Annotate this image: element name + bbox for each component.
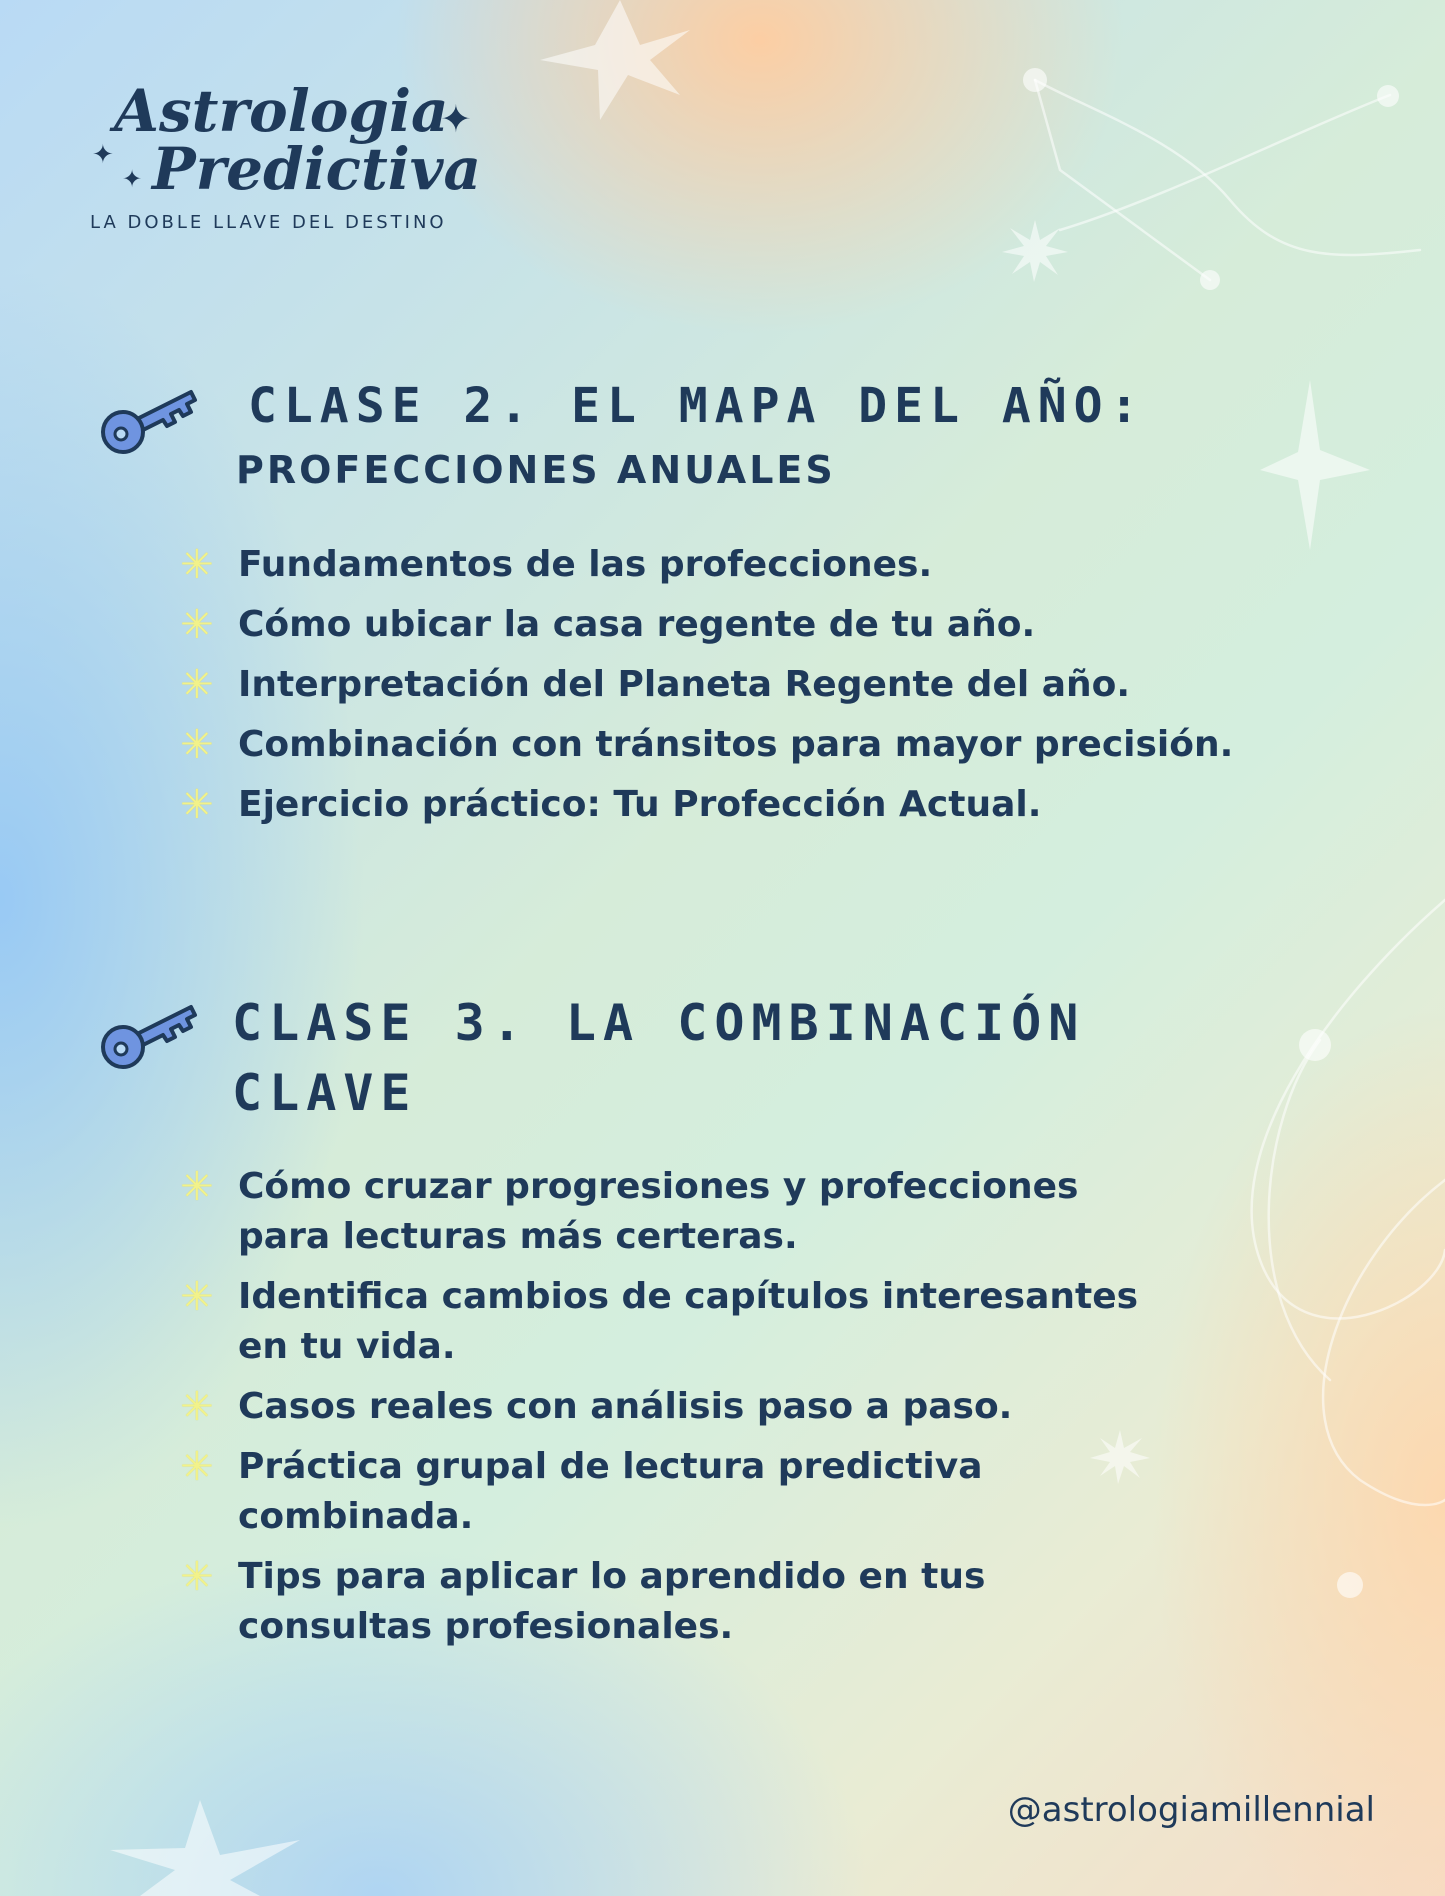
class-2-subheading: PROFECCIONES ANUALES [236, 448, 836, 492]
brand-title-line1: Astrologia [114, 77, 449, 145]
class-2-heading: CLASE 2. EL MAPA DEL AÑO: [248, 378, 1146, 434]
sparkle-icon: ✦ [440, 97, 472, 141]
list-item: ✳ Fundamentos de las profecciones. [180, 542, 933, 588]
asterisk-icon: ✳ [180, 662, 214, 708]
asterisk-icon: ✳ [180, 1554, 214, 1600]
brand-title-line2: Predictiva [152, 135, 482, 203]
asterisk-icon: ✳ [180, 542, 214, 588]
list-item: ✳ Tips para aplicar lo aprendido en tus consultas profesionales. [180, 1554, 986, 1647]
class-2-topic-list [180, 540, 1233, 830]
sparkle-icon: ✦ [92, 140, 114, 170]
list-item: ✳ Cómo cruzar progresiones y profecciones para lecturas más certeras. [180, 1164, 1079, 1257]
social-handle: @astrologiamillennial [1007, 1790, 1375, 1830]
list-item: ✳ Práctica grupal de lectura predictiva combinada. [180, 1444, 983, 1537]
list-item: ✳ Cómo ubicar la casa regente de tu año. [180, 602, 1036, 648]
class-3-heading-line1: CLASE 3. LA COMBINACIÓN [232, 994, 1086, 1052]
key-icon [95, 995, 205, 1077]
asterisk-icon: ✳ [180, 1444, 214, 1490]
asterisk-icon: ✳ [180, 1164, 214, 1210]
brand-tagline: LA DOBLE LLAVE DEL DESTINO [90, 212, 447, 233]
key-icon [95, 380, 205, 462]
list-item: ✳ Identifica cambios de capítulos interesantes en tu vida. [180, 1274, 1139, 1367]
asterisk-icon: ✳ [180, 1274, 214, 1320]
asterisk-icon: ✳ [180, 782, 214, 828]
asterisk-icon: ✳ [180, 602, 214, 648]
list-item: ✳ Ejercicio práctico: Tu Profección Actual. [180, 782, 1042, 828]
class-3-topic-list [180, 1162, 1138, 1652]
class-3-heading-line2: CLAVE [232, 1064, 418, 1122]
asterisk-icon: ✳ [180, 1384, 214, 1430]
list-item: ✳ Combinación con tránsitos para mayor precisión. [180, 722, 1234, 768]
asterisk-icon: ✳ [180, 722, 214, 768]
sparkle-icon: ✦ [122, 165, 143, 193]
list-item: ✳ Interpretación del Planeta Regente del año. [180, 662, 1131, 708]
list-item: ✳ Casos reales con análisis paso a paso. [180, 1384, 1013, 1430]
